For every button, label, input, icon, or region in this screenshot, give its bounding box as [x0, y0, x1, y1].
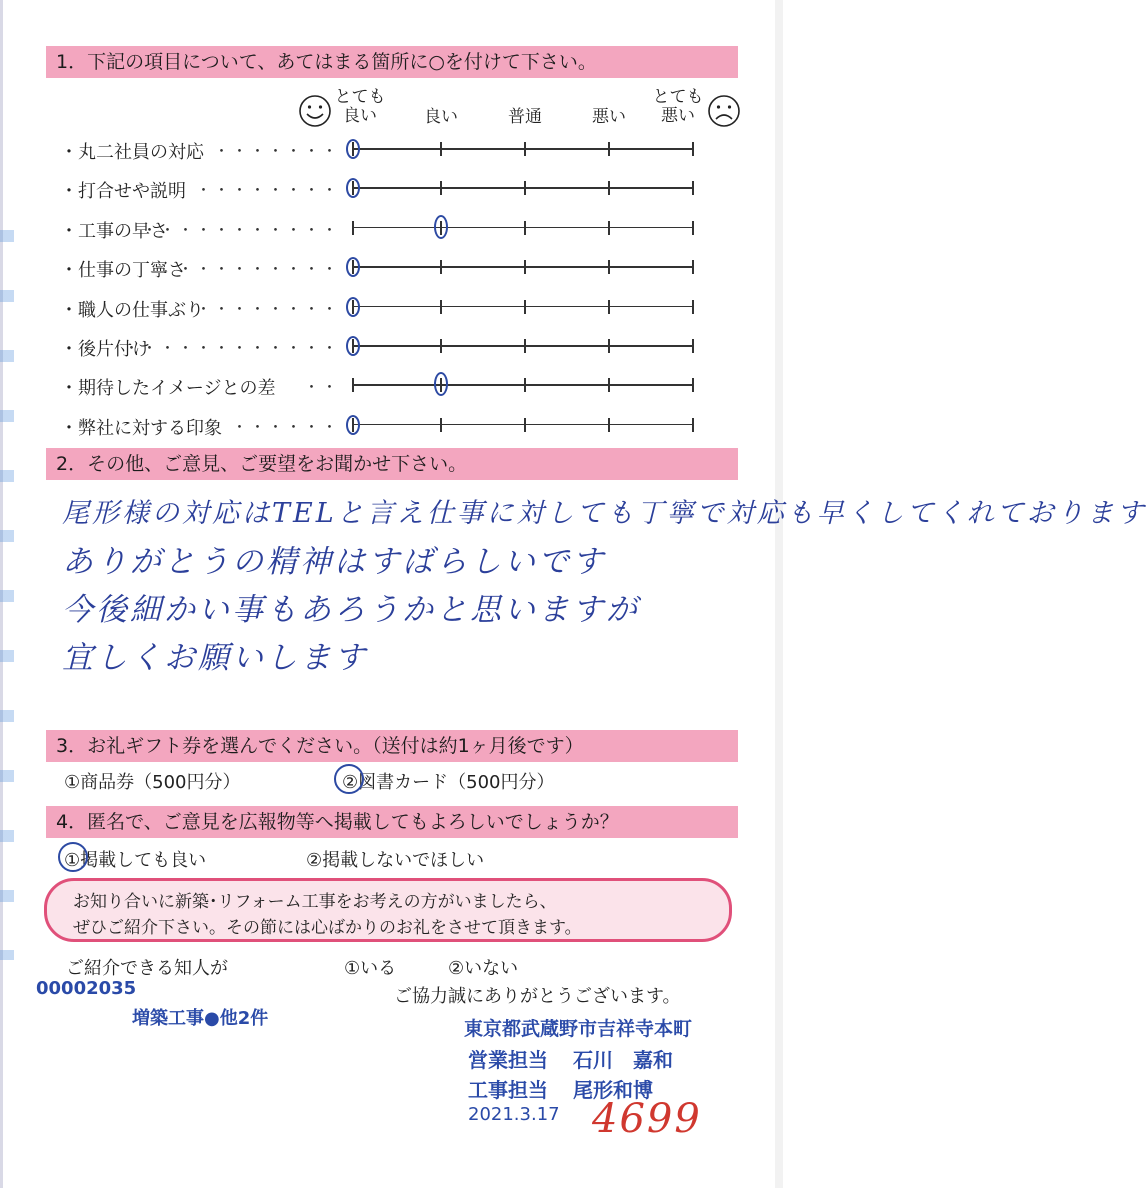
comment-line: ありがとうの精神はすばらしいです [62, 544, 606, 580]
handwritten-number: 4699 [592, 1096, 702, 1142]
selected-rating-mark [346, 336, 360, 356]
rating-scale[interactable] [340, 219, 700, 237]
selected-rating-mark [346, 139, 360, 159]
scale-tick[interactable] [608, 181, 610, 195]
referral-notice-box [44, 878, 732, 942]
scale-tick[interactable] [440, 142, 442, 156]
selected-circle-mark [58, 842, 88, 872]
scale-tick[interactable] [524, 181, 526, 195]
scale-line [352, 424, 694, 426]
scale-tick[interactable] [440, 260, 442, 274]
referral-option-yes[interactable]: ①いる [344, 958, 397, 979]
company-address: 東京都武蔵野市吉祥寺本町 [464, 1018, 693, 1040]
sad-face-icon [707, 94, 741, 128]
selected-circle-mark [334, 764, 364, 794]
section2-title: 2．その他、ご意見、ご要望をお聞かせ下さい。 [46, 448, 738, 480]
sales-rep-label: 営業担当 [468, 1048, 548, 1072]
rating-scale[interactable] [340, 337, 700, 355]
scale-label-very-bad-text: とても 悪い [652, 87, 704, 126]
scale-tick[interactable] [692, 418, 694, 432]
survey-date: 2021.3.17 [468, 1104, 560, 1125]
scale-tick[interactable] [608, 378, 610, 392]
scale-tick[interactable] [692, 339, 694, 353]
scale-tick[interactable] [440, 300, 442, 314]
scale-tick[interactable] [524, 142, 526, 156]
leader-dots: ・・・・・・・・・・・ [141, 220, 340, 239]
scale-tick[interactable] [524, 418, 526, 432]
selected-rating-mark [346, 415, 360, 435]
selected-rating-mark [346, 297, 360, 317]
rating-item-label: ・打合せや説明 [60, 181, 186, 203]
leader-dots: ・・・・・・・ [213, 142, 340, 160]
scale-label-good: 良い [424, 107, 458, 127]
rating-item-label: ・職人の仕事ぶり [60, 299, 204, 321]
rating-scale[interactable] [340, 376, 700, 394]
leader-dots: ・・・・・・・・・・・・ [123, 339, 340, 357]
scale-tick[interactable] [440, 418, 442, 432]
handwritten-comment [62, 490, 1147, 682]
margin-bleed-through [0, 200, 14, 960]
rating-item-label: ・弊社に対する印象 [60, 417, 222, 439]
scale-line [352, 384, 694, 386]
section4-title: 4．匿名で、ご意見を広報物等へ掲載してもよろしいでしょうか？ [46, 806, 738, 838]
scale-tick[interactable] [524, 339, 526, 353]
scale-label-very-bad [648, 88, 708, 126]
gift-option-coupon[interactable]: ①商品券（500円分） [64, 772, 241, 793]
sales-rep [468, 1044, 673, 1073]
scale-tick[interactable] [608, 221, 610, 235]
referral-label: ご紹介できる知人が [66, 958, 228, 979]
scale-tick[interactable] [692, 142, 694, 156]
gift-option-book-card[interactable]: ②図書カード（500円分） [342, 772, 555, 793]
scale-tick[interactable] [440, 181, 442, 195]
thanks-message: ご協力誠にありがとうございます。 [394, 986, 681, 1007]
sales-rep-name: 石川 嘉和 [572, 1048, 673, 1072]
comment-line: 今後細かい事もあろうかと思いますが [62, 592, 640, 628]
leader-dots: ・・・・・・・・ [195, 299, 340, 318]
scale-tick[interactable] [608, 300, 610, 314]
scale-line [352, 306, 694, 308]
comment-line: 宜しくお願いします [62, 640, 368, 676]
section1-title: 1．下記の項目について、あてはまる箇所に○を付けて下さい。 [46, 46, 738, 78]
scale-tick[interactable] [608, 260, 610, 274]
scale-tick[interactable] [692, 221, 694, 235]
scale-tick[interactable] [524, 260, 526, 274]
notice-line-2: ぜひご紹介下さい。その節には心ばかりのお礼をさせて頂きます。 [73, 918, 582, 938]
record-id: 00002035 [36, 978, 137, 999]
rating-scale[interactable] [340, 258, 700, 276]
publish-option-deny[interactable]: ②掲載しないでほしい [306, 850, 485, 871]
scale-tick[interactable] [608, 339, 610, 353]
scale-label-very-good-text: とても 良い [334, 87, 386, 126]
rating-scale[interactable] [340, 140, 700, 158]
rating-item-label: ・後片付け [60, 339, 150, 360]
scale-line [352, 187, 694, 189]
scale-line [352, 266, 694, 268]
scale-line [352, 227, 694, 229]
selected-rating-mark [346, 178, 360, 198]
rating-item-label: ・仕事の丁寧さ [60, 260, 186, 282]
smiley-face-icon [298, 94, 332, 128]
scale-line [352, 345, 694, 347]
leader-dots: ・・ [303, 378, 340, 397]
leader-dots: ・・・・・・・・ [195, 181, 340, 200]
scale-tick[interactable] [692, 300, 694, 314]
scale-label-average: 普通 [508, 107, 542, 127]
publish-option-allow[interactable]: ①掲載しても良い [64, 850, 207, 871]
scale-tick[interactable] [692, 260, 694, 274]
scale-tick[interactable] [608, 142, 610, 156]
scale-tick[interactable] [692, 378, 694, 392]
construction-rep-label: 工事担当 [468, 1078, 548, 1102]
selected-rating-mark [434, 372, 448, 396]
scale-tick[interactable] [692, 181, 694, 195]
selected-rating-mark [346, 257, 360, 277]
leader-dots: ・・・・・・・・・ [177, 260, 340, 279]
section3-title: 3．お礼ギフト券を選んでください。（送付は約1ヶ月後です） [46, 730, 738, 762]
rating-scale[interactable] [340, 298, 700, 316]
scale-label-very-good [330, 88, 390, 126]
selected-rating-mark [434, 215, 448, 239]
referral-option-no[interactable]: ②いない [448, 958, 519, 979]
scale-tick[interactable] [608, 418, 610, 432]
scale-tick[interactable] [440, 339, 442, 353]
scale-line [352, 148, 694, 150]
scale-tick[interactable] [524, 221, 526, 235]
rating-scale[interactable] [340, 179, 700, 197]
rating-item-label: ・丸二社員の対応 [60, 142, 204, 163]
scale-tick[interactable] [352, 378, 354, 392]
rating-item-label: ・工事の早さ [60, 220, 168, 242]
scale-tick[interactable] [352, 221, 354, 235]
rating-item-label: ・期待したイメージとの差 [60, 378, 276, 400]
work-type: 増築工事●他2件 [132, 1008, 269, 1029]
scale-tick[interactable] [524, 300, 526, 314]
notice-line-1: お知り合いに新築･リフォーム工事をお考えの方がいましたら、 [73, 892, 557, 912]
leader-dots: ・・・・・・ [231, 417, 340, 436]
scale-label-bad: 悪い [592, 107, 626, 127]
comment-line: 尾形様の対応はTELと言え仕事に対しても丁寧で対応も早くしてくれております [62, 498, 1147, 529]
construction-rep-name: 尾形和博 [572, 1078, 653, 1102]
scale-tick[interactable] [524, 378, 526, 392]
rating-scale[interactable] [340, 416, 700, 434]
